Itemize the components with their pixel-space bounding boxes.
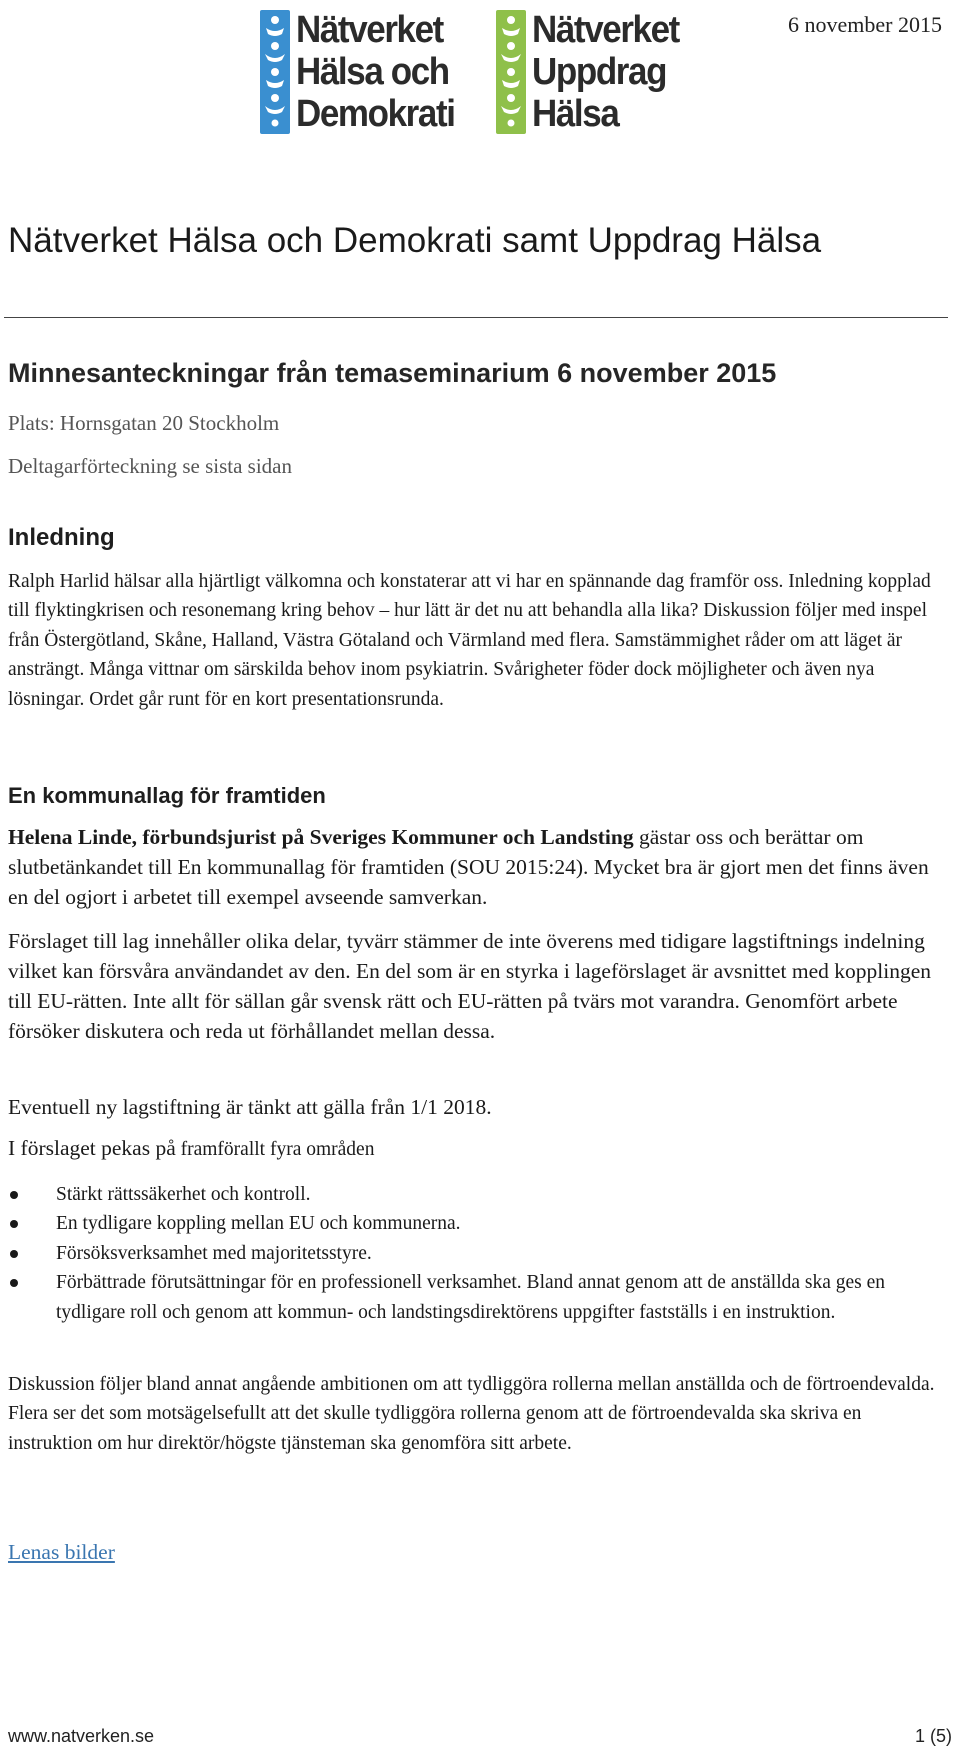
speaker-name: Helena Linde, förbundsjurist på Sveriges Kommuner och Landsting <box>8 825 634 849</box>
focus-areas-list <box>8 1180 948 1327</box>
logo-line: Uppdrag <box>532 51 667 93</box>
logo-uppdrag-halsa <box>496 10 692 134</box>
logo-halsa-och-demokrati <box>260 10 468 134</box>
participants-note: Deltagarförteckning se sista sidan <box>8 454 292 478</box>
document-title: Nätverket Hälsa och Demokrati samt Uppdrag Hälsa <box>8 221 822 260</box>
logo-line: Hälsa och <box>296 51 449 93</box>
intro-paragraph: Ralph Harlid hälsar alla hjärtligt välkomna och konstaterar att vi har en spännande dag framför oss. Inledning kopplad till flyktingkrisen och resonemang kring behov – hur lätt är det nu att behandla alla lika? Diskussion följer med inspel från Östergötland, Skåne, Halland, Västra Götaland och Värmland med flera. Samstämmighet råder om att läget är ansträngt. Många vittnar om särskilda behov inom psykiatrin. Svårigheter föder dock möjligheter och även nya lösningar. Ordet går runt för en kort presentationsrunda. <box>8 571 931 710</box>
paragraph-text: framförallt fyra områden <box>175 1139 375 1160</box>
logo-line: Nätverket <box>532 9 679 51</box>
municipal-paragraph-5: Diskussion följer bland annat angående ambitionen om att tydliggöra rollerna mellan anställda och de förtroendevalda. Flera ser det som motsägelsefullt att det skulle tydliggöra rollerna genom att de förtroendevalda ska skriva en instruktion om hur direktör/högste tjänsteman ska genomföra sitt arbete. <box>8 1374 935 1454</box>
meeting-place: Plats: Hornsgatan 20 Stockholm <box>8 411 280 435</box>
header-date: 6 november 2015 <box>788 12 942 37</box>
logo-text <box>296 10 468 134</box>
municipal-paragraph-4 <box>8 1136 948 1161</box>
list-item: Försöksverksamhet med majoritetsstyre. <box>8 1239 948 1268</box>
municipal-paragraph-1 <box>8 822 948 912</box>
footer-website: www.natverken.se <box>8 1726 155 1746</box>
paragraph-text: gästar oss och berättar om slutbetänkandet till En kommunallag för framtiden (SOU 2015:24). Mycket bra är gjort men det finns även en del ogjort i arbetet till exempel avseende samverkan. <box>8 825 929 909</box>
title-divider <box>4 317 948 318</box>
municipal-paragraph-2: Förslaget till lag innehåller olika delar, tyvärr stämmer de inte överens med tidigare lagstiftnings indelning vilket kan försvåra användandet av den. En del som är en styrka i lageförslaget är avsnittet med kopplingen till EU-rätten. Inte allt för sällan går svensk rätt och EU-rätten på tvärs mot varandra. Genomfört arbete försöker diskutera och reda ut förhållandet mellan dessa. <box>8 929 931 1043</box>
logo-line: Hälsa <box>532 93 619 135</box>
paragraph-text: I förslaget pekas på <box>8 1136 176 1160</box>
logo-text <box>532 10 692 134</box>
section-heading-municipal-law: En kommunallag för framtiden <box>8 783 326 808</box>
list-item: Förbättrade förutsättningar för en professionell verksamhet. Bland annat genom att de anställda ska ges en tydligare roll och genom att kommun- och landstingsdirektörens uppgifter fastställs i en instruktion. <box>8 1268 948 1327</box>
footer-page-number: 1 (5) <box>914 1726 952 1746</box>
municipal-paragraph-3: Eventuell ny lagstiftning är tänkt att gälla från 1/1 2018. <box>8 1095 492 1119</box>
hands-figures-icon <box>260 10 290 134</box>
list-item: En tydligare koppling mellan EU och kommunerna. <box>8 1209 948 1238</box>
list-item: Stärkt rättssäkerhet och kontroll. <box>8 1180 948 1209</box>
logo-line: Nätverket <box>296 9 443 51</box>
logo-line: Demokrati <box>296 93 455 135</box>
hands-figures-icon <box>496 10 526 134</box>
section-heading-intro: Inledning <box>8 524 115 551</box>
lenas-bilder-link[interactable]: Lenas bilder <box>8 1540 115 1564</box>
document-subtitle: Minnesanteckningar från temaseminarium 6 november 2015 <box>8 358 777 388</box>
